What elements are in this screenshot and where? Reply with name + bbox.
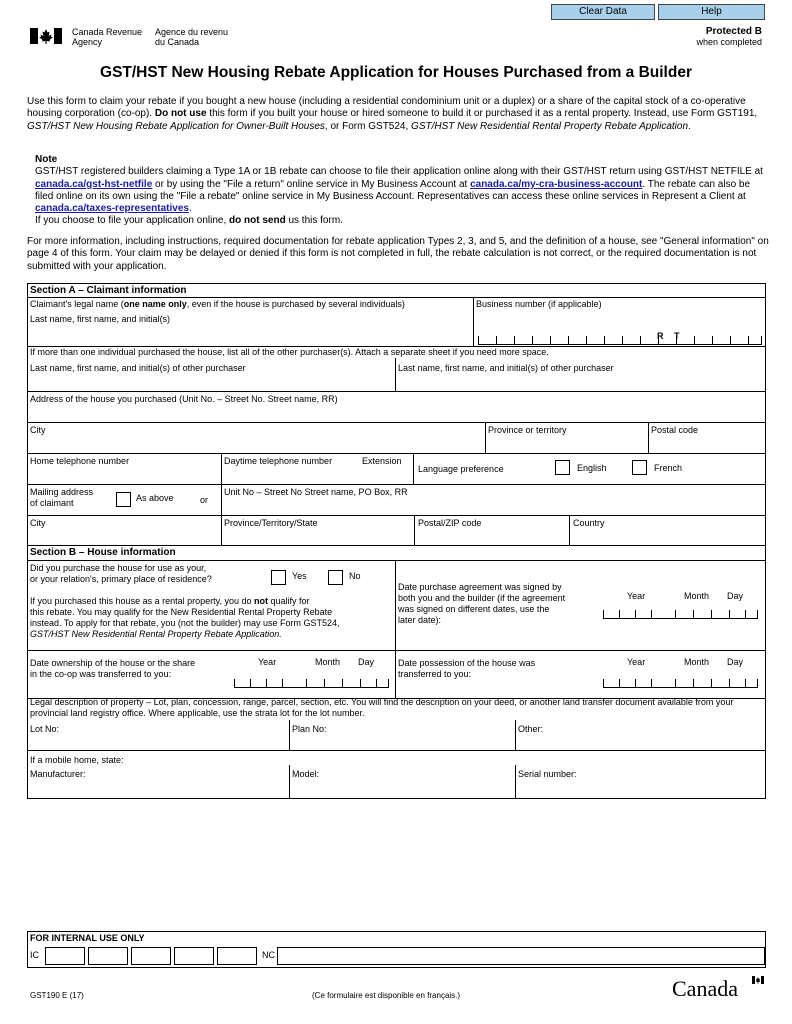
ic-field-4[interactable] — [174, 947, 214, 965]
postal-code-label[interactable]: Postal code — [651, 425, 699, 435]
mailing-address-label: Mailing address of claimant — [30, 487, 94, 508]
ic-field-3[interactable] — [131, 947, 171, 965]
possession-month-label: Month — [684, 657, 710, 667]
ic-field-1[interactable] — [45, 947, 85, 965]
clear-data-button[interactable]: Clear Data — [551, 4, 655, 20]
business-account-link[interactable]: canada.ca/my-cra-business-account — [470, 178, 643, 190]
mailing-street-label[interactable]: Unit No – Street No Street name, PO Box, RR — [224, 487, 408, 497]
or-label: or — [200, 495, 209, 505]
ownership-date-label: Date ownership of the house or the share in the co-op was transferred to you: — [30, 658, 196, 679]
french-availability: (Ce formulaire est disponible en français.) — [312, 991, 461, 1000]
residence-yes-checkbox[interactable] — [271, 570, 286, 585]
wordmark-flag-icon — [752, 976, 764, 984]
manufacturer-label[interactable]: Manufacturer: — [30, 769, 86, 779]
agency-name-en: Canada Revenue Agency — [72, 27, 143, 47]
section-a-title: Section A – Claimant information — [28, 284, 765, 298]
daytime-phone-label[interactable]: Daytime telephone number — [224, 456, 333, 466]
ownership-year-label: Year — [258, 657, 277, 667]
nc-field[interactable] — [277, 947, 765, 965]
province-label[interactable]: Province or territory — [488, 425, 567, 435]
other-purchasers-note: If more than one individual purchased the house, list all of the other purchaser(s). Attach a separate sheet if you need more space. — [30, 347, 549, 357]
ic-label: IC — [30, 950, 39, 960]
no-label: No — [349, 571, 361, 581]
mailing-city-label[interactable]: City — [30, 518, 46, 528]
ic-field-2[interactable] — [88, 947, 128, 965]
intro-paragraph: Use this form to claim your rebate if you bought a new house (including a residential condominium unit or a duplex) or a share of the capital stock of a co-operative housing corporation (co-op). Do not use this form if you built your house or hired someone to build it or purchased it as a rental property. Instead, use Form GST191, GST/HST New Housing Rebate Application for Owner-Built Houses, or Form GST524, GST/HST New Residential Rental Property Rebate Application. — [27, 96, 758, 132]
serial-number-label[interactable]: Serial number: — [518, 769, 577, 779]
city-label[interactable]: City — [30, 425, 46, 435]
legal-description-note: Legal description of property – Lot, plan, concession, range, parcel, section, etc. You will find the description on your deed, or another land transfer document available from your provincial land registry office. Where applicable, use the strata lot for the lot number. — [30, 697, 734, 718]
extension-label[interactable]: Extension — [362, 456, 402, 466]
page-title: GST/HST New Housing Rebate Application for Houses Purchased from a Builder — [100, 64, 692, 81]
agreement-date-field[interactable] — [603, 611, 758, 619]
ownership-day-label: Day — [358, 657, 375, 667]
claimant-name-label: Claimant's legal name (one name only, even if the house is purchased by several individuals) — [30, 299, 405, 309]
section-b-title: Section B – House information — [30, 547, 176, 558]
mailing-province-label[interactable]: Province/Territory/State — [224, 518, 318, 528]
mailing-postal-label[interactable]: Postal/ZIP code — [418, 518, 482, 528]
yes-label: Yes — [292, 571, 307, 581]
possession-day-label: Day — [727, 657, 744, 667]
mobile-home-label: If a mobile home, state: — [30, 755, 124, 765]
agreement-year-label: Year — [627, 591, 646, 601]
more-info-paragraph: For more information, including instructions, required documentation for rebate application Types 2, 3, and 5, and the definition of a house, see "General information" on page 4 of this form. Your claim may be delayed or denied if this form is not completed in full, the rebate calculation is not correct, or the required documentation is not submitted with your application. — [27, 236, 769, 272]
canada-wordmark: Canada — [672, 978, 738, 1000]
other-label[interactable]: Other: — [518, 724, 544, 734]
netfile-link[interactable]: canada.ca/gst-hst-netfile — [35, 178, 153, 190]
residence-no-checkbox[interactable] — [328, 570, 343, 585]
english-label: English — [577, 463, 607, 473]
business-number-label: Business number (if applicable) — [476, 299, 602, 309]
claimant-name-sublabel: Last name, first name, and initial(s) — [30, 314, 171, 324]
model-label[interactable]: Model: — [292, 769, 320, 779]
house-address-label[interactable]: Address of the house you purchased (Unit No. – Street No. Street name, RR) — [30, 394, 338, 404]
ic-field-5[interactable] — [217, 947, 257, 965]
possession-date-label: Date possession of the house was transferred to you: — [398, 658, 536, 679]
other-purchaser-1-label[interactable]: Last name, first name, and initial(s) of other purchaser — [30, 363, 246, 373]
as-above-label: As above — [136, 493, 174, 503]
possession-date-field[interactable] — [603, 680, 758, 688]
help-button[interactable]: Help — [658, 4, 765, 20]
form-frame — [27, 283, 766, 799]
protected-b-label: Protected B when completed — [696, 26, 762, 47]
agency-name-fr: Agence du revenu du Canada — [155, 27, 229, 47]
as-above-checkbox[interactable] — [116, 492, 131, 507]
primary-residence-question: Did you purchase the house for use as your, or your relation's, primary place of residence? — [30, 563, 212, 584]
note-block: Note GST/HST registered builders claiming a Type 1A or 1B rebate can choose to file their application online along with their GST/HST return using GST/HST NETFILE at canada.ca/gst-hst-netfile or by using the "File a return" online service in My Business Account at canada.ca/my-cra-business-account. The rebate can also be filed online on its own using the "File a rebate" online service in My Business Account. Representatives can access these online services in Represent a Client at canada.ca/taxes-representatives. If you choose to file your application online, do not send us this form. — [35, 154, 763, 227]
agreement-day-label: Day — [727, 591, 744, 601]
ownership-month-label: Month — [315, 657, 341, 667]
mailing-country-label[interactable]: Country — [573, 518, 605, 528]
french-label: French — [654, 463, 683, 473]
rt-t-label: T — [674, 331, 680, 341]
possession-year-label: Year — [627, 657, 646, 667]
lot-number-label[interactable]: Lot No: — [30, 724, 60, 734]
canada-flag-icon — [30, 28, 62, 44]
business-number-field[interactable] — [478, 337, 762, 345]
english-checkbox[interactable] — [555, 460, 570, 475]
ownership-date-field[interactable] — [234, 680, 389, 688]
home-phone-label[interactable]: Home telephone number — [30, 456, 130, 466]
claimant-name-field[interactable] — [30, 313, 470, 345]
agreement-month-label: Month — [684, 591, 710, 601]
nc-label: NC — [262, 950, 275, 960]
french-checkbox[interactable] — [632, 460, 647, 475]
rt-r-label: R — [657, 331, 664, 341]
language-preference-label: Language preference — [418, 464, 504, 474]
rental-property-note: If you purchased this house as a rental property, you do not qualify for this rebate. You may qualify for the New Residential Rental Property Rebate instead. To apply for that rebate, you (not the builder) may use Form GST524, GST/HST New Residential Rental Property Rebate Application. — [30, 596, 340, 639]
representatives-link[interactable]: canada.ca/taxes-representatives — [35, 203, 189, 215]
plan-number-label[interactable]: Plan No: — [292, 724, 327, 734]
internal-use-title: FOR INTERNAL USE ONLY — [30, 933, 145, 943]
agreement-date-label: Date purchase agreement was signed by both you and the builder (if the agreement was signed on different dates, use the later date): — [398, 582, 566, 625]
form-id: GST190 E (17) — [30, 991, 84, 1000]
other-purchaser-2-label[interactable]: Last name, first name, and initial(s) of other purchaser — [398, 363, 614, 373]
